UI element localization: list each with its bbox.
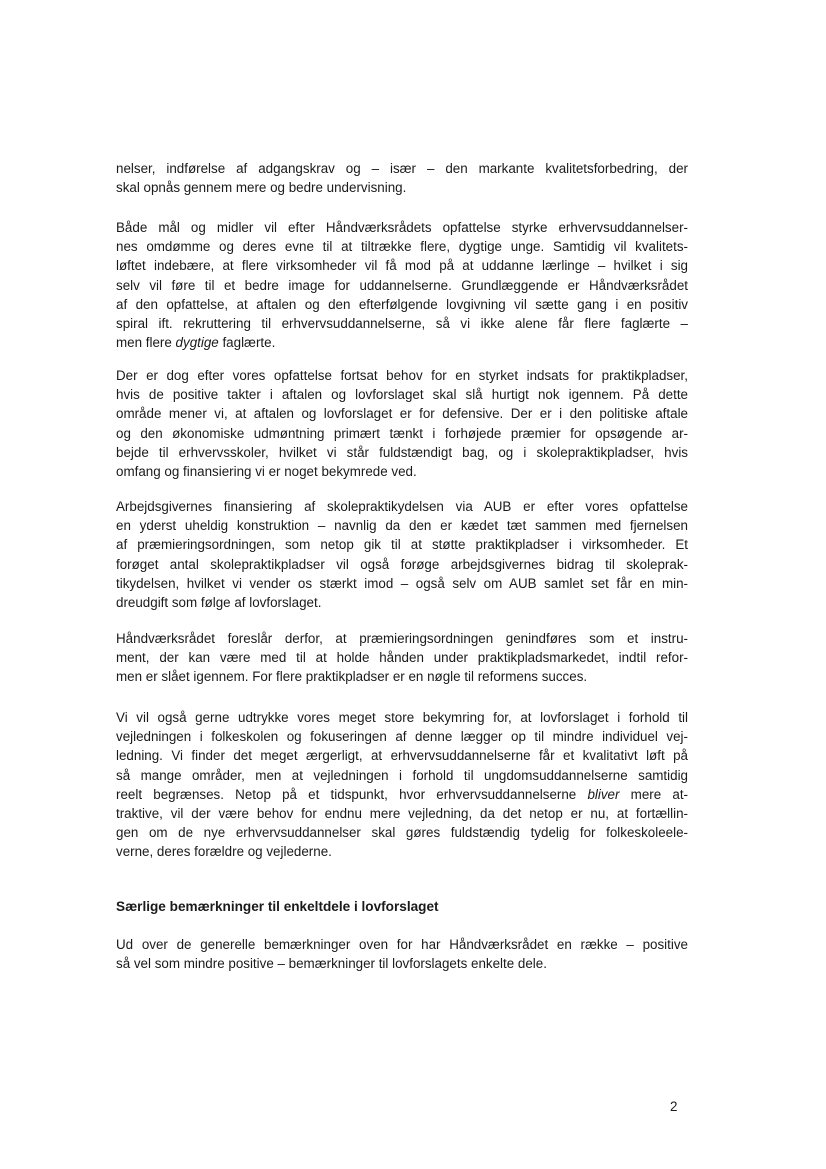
text-line bbox=[116, 785, 688, 804]
text-line: selv vil føre til et bedre image for uddannelserne. Grundlæggende er Håndværksrådet bbox=[116, 277, 688, 293]
emphasis-text: bliver bbox=[587, 786, 620, 802]
text-line: omfang og finansiering vi er noget bekymrede ved. bbox=[116, 464, 417, 480]
text-line: af præmieringsordningen, som netop gik til at støtte praktikpladser i virksomheder. Et bbox=[116, 537, 688, 553]
text-line: en yderst uheldig konstruktion – navnlig da den er kædet tæt sammen med fjernelsen bbox=[116, 518, 688, 534]
text-line: og den økonomiske udmøntning primært tænkt i forhøjede præmier for opsøgende ar- bbox=[116, 425, 688, 441]
paragraph-continuation bbox=[116, 159, 688, 197]
text-line: Ud over de generelle bemærkninger oven for har Håndværksrådet en række – positive bbox=[116, 937, 688, 952]
text-line: ment, der kan være med til at holde hånden under praktikpladsmarkedet, indtil refor- bbox=[116, 650, 688, 666]
paragraph-closing bbox=[116, 935, 688, 973]
section-heading: Særlige bemærkninger til enkeltdele i lovforslaget bbox=[116, 899, 439, 914]
text-fragment: faglærte. bbox=[218, 335, 276, 351]
text-line: Både mål og midler vil efter Håndværksrådets opfattelse styrke erhvervsuddannelser- bbox=[116, 220, 688, 235]
text-line: verne, deres forældre og vejlederne. bbox=[116, 844, 332, 860]
text-line: tikydelsen, hvilket vi vender os stærkt imod – også selv om AUB samlet set får en min- bbox=[116, 575, 688, 591]
emphasis-text: dygtige bbox=[175, 335, 219, 351]
text-line: dreudgift som følge af lovforslaget. bbox=[116, 595, 322, 611]
text-line: men er slået igennem. For flere praktikpladser er en nøgle til reformens succes. bbox=[116, 669, 588, 685]
text-line: ledning. Vi finder det meget ærgerligt, at erhvervsuddannelserne får et kvalitativt løft på bbox=[116, 748, 688, 764]
text-line: område mener vi, at aftalen og lovforslaget er for defensive. Der er i den politiske aftale bbox=[116, 406, 688, 422]
text-fragment: men flere bbox=[116, 335, 176, 351]
text-fragment: reelt begrænses. Netop på et tidspunkt, hvor erhvervsuddannelserne bbox=[116, 786, 588, 802]
text-line: så vel som mindre positive – bemærkninger til lovforslagets enkelte dele. bbox=[116, 956, 547, 972]
page-number: 2 bbox=[670, 1099, 678, 1114]
text-line: Håndværksrådet foreslår derfor, at præmieringsordningen genindføres som et instru- bbox=[116, 631, 688, 646]
text-line: vejledningen i folkeskolen og fokuseringen af denne lægger op til mindre individuel vej- bbox=[116, 729, 688, 745]
paragraph-guidance-concern bbox=[116, 708, 688, 862]
text-line: traktive, vil der være behov for endnu mere vejledning, da det netop er nu, at fortællin- bbox=[116, 806, 688, 822]
text-line: så mange områder, men at vejledningen i forhold til ungdomsuddannelserne samtidig bbox=[116, 767, 688, 783]
text-line: skal opnås gennem mere og bedre undervisning. bbox=[116, 180, 407, 196]
text-line: bejde til erhvervsskoler, hvilket vi står fuldstændigt bag, og i skolepraktikpladser, hvis bbox=[116, 444, 688, 460]
text-line bbox=[116, 333, 688, 352]
paragraph-proposal bbox=[116, 629, 688, 687]
text-line: spiral ift. rekruttering til erhvervsuddannelserne, så vi ikke alene får flere faglærte – bbox=[116, 316, 688, 332]
text-line: nes omdømme og deres evne til at tiltrække flere, dygtige unge. Samtidig vil kvalitets- bbox=[116, 239, 688, 255]
text-line: gen om de nye erhvervsuddannelser skal gøres fuldstændig tydelig for folkeskoleele- bbox=[116, 825, 688, 841]
text-line: Der er dog efter vores opfattelse fortsat behov for en styrket indsats for praktikpladser, bbox=[116, 368, 688, 383]
paragraph-apprenticeships bbox=[116, 366, 688, 481]
paragraph-employer-financing bbox=[116, 497, 688, 612]
paragraph-goals-and-means bbox=[116, 218, 688, 352]
text-line: Arbejdsgivernes finansiering af skolepraktikydelsen via AUB er efter vores opfattelse bbox=[116, 499, 688, 514]
text-line: nelser, indførelse af adgangskrav og – især – den markante kvalitetsforbedring, der bbox=[116, 161, 688, 176]
text-line: hvis de positive takter i aftalen og lovforslaget skal slå hurtigt nok igennem. På dette bbox=[116, 387, 688, 403]
text-fragment: mere at- bbox=[619, 786, 688, 802]
text-line: forøget antal skolepraktikpladser vil også forøge arbejdsgivernes bidrag til skoleprak- bbox=[116, 556, 688, 572]
text-line: Vi vil også gerne udtrykke vores meget store bekymring for, at lovforslaget i forhold til bbox=[116, 710, 688, 725]
text-line: af den opfattelse, at aftalen og den efterfølgende lovgivning vil sætte gang i en positiv bbox=[116, 296, 688, 312]
text-line: løftet indebære, at flere virksomheder vil få mod på at uddanne lærlinge – hvilket i sig bbox=[116, 258, 688, 274]
